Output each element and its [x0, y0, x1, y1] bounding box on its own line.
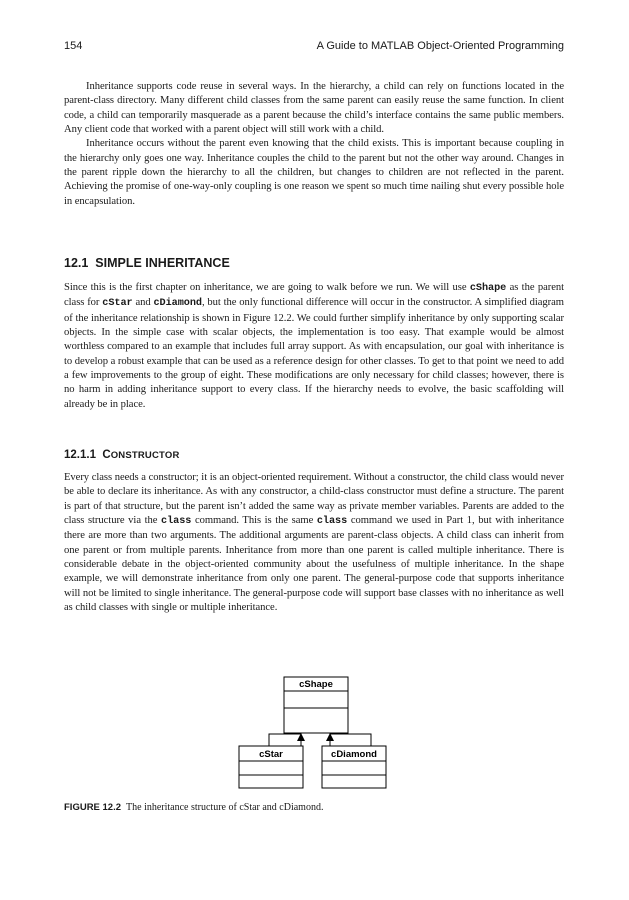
figure-caption: [64, 802, 564, 813]
figure-label: FIGURE 12.2: [64, 802, 122, 813]
subsection-number: 12.1.1: [64, 449, 96, 461]
class-name-cshape: cShape: [299, 679, 333, 690]
page: [64, 0, 564, 900]
subsection-title-initial: C: [102, 449, 111, 461]
code-class: class: [161, 516, 192, 528]
running-title: A Guide to MATLAB Object-Oriented Programming: [316, 40, 564, 52]
text-run: and: [135, 297, 151, 309]
subsection-body: [64, 471, 564, 615]
subsection-paragraph: [64, 471, 564, 615]
subsection-heading: [64, 449, 564, 461]
class-box-cdiamond: [322, 746, 386, 788]
figure-caption-text: The inheritance structure of cStar and cDiamond.: [126, 802, 324, 813]
text-run: , but the only functional difference will occur in the constructor. A simplified diagram of the inheritance relationship is shown in Figure 12.2. We could further simplify inheritance by only supporting scalar objects. In the simple case with scalar objects, the implementation is too easy. That example would be almost worthless compared to an example that includes full array support. As with encapsulation, our goal with inheritance is to develop a robust example that can be used as a reference design for other classes. To get to that point we need to add a few improvements to the group of eight. These modifications are only necessary for child classes; however, there is no harm in adding inheritance support to every class. If the hierarchy needs to evolve, the basic scaffolding will already be in place.: [64, 297, 564, 410]
class-box-cshape: [284, 677, 348, 733]
class-name-cstar: cStar: [259, 749, 283, 760]
class-name-cdiamond: cDiamond: [331, 749, 377, 760]
text-run: Since this is the first chapter on inheritance, we are going to walk before we run. We will use: [64, 282, 467, 293]
text-run: command. This is the same: [194, 515, 314, 527]
section-heading: [64, 256, 564, 270]
code-class: class: [316, 516, 348, 528]
code-cdiamond: cDiamond: [153, 298, 202, 310]
intro-block: [64, 80, 564, 209]
text-run: Every class needs a constructor; it is an object-oriented requirement. Without a constructor, the child class would never be able to declare its inheritance. As with any constructor, a child-class constructor must define a structure. The parent is part of that structure, but the parent isn’t added the same way as private member variables. Parents are added to the class structure via the: [64, 472, 564, 527]
code-cstar: cStar: [102, 298, 133, 310]
text-run: as the parent class for: [64, 282, 564, 309]
section-number: 12.1: [64, 256, 89, 270]
text-run: command we used in Part 1, but with inheritance there are more than two arguments. The additional arguments are parent-class objects. A child class can inherit from one parent or from multiple parents. Inheritance from more than one parent is called multiple inheritance. There is considerable debate in the object-oriented community about the usefulness of multiple inheritance. In the shape example, we will demonstrate inheritance from only one parent. The general-purpose code that supports inheritance will not be limited to single inheritance. The general-purpose code will support base classes with no inheritance as well as child classes with single or multiple inheritance.: [64, 515, 565, 614]
code-cshape: cShape: [469, 283, 507, 294]
inheritance-diagram: [214, 670, 454, 795]
intro-paragraph-2: Inheritance occurs without the parent even knowing that the child exists. This is important because coupling in the hierarchy only goes one way. Inheritance couples the child to the parent but not the other way around. Changes in the parent ripple down the hierarchy to all the children, but changes to children are not reflected in the parent. Achieving the promise of one-way-only coupling is one reason we spent so much time nailing shut every possible hole in encapsulation.: [64, 138, 564, 207]
running-header: [64, 40, 564, 56]
subsection-title-rest: ONSTRUCTOR: [110, 450, 180, 461]
section-body: [64, 281, 564, 412]
class-box-cstar: [239, 746, 303, 788]
section-paragraph: [64, 281, 564, 412]
intro-paragraph-1: Inheritance supports code reuse in several ways. In the hierarchy, a child can rely on functions located in the parent-class directory. Many different child classes from the same parent can easily reuse the same function. In client code, a child can temporarily masquerade as a parent because the child’s interface contains the same public members. Any client code that worked with a parent object will still work with a child.: [64, 81, 564, 136]
section-title: SIMPLE INHERITANCE: [95, 256, 230, 270]
page-number: 154: [64, 40, 83, 52]
